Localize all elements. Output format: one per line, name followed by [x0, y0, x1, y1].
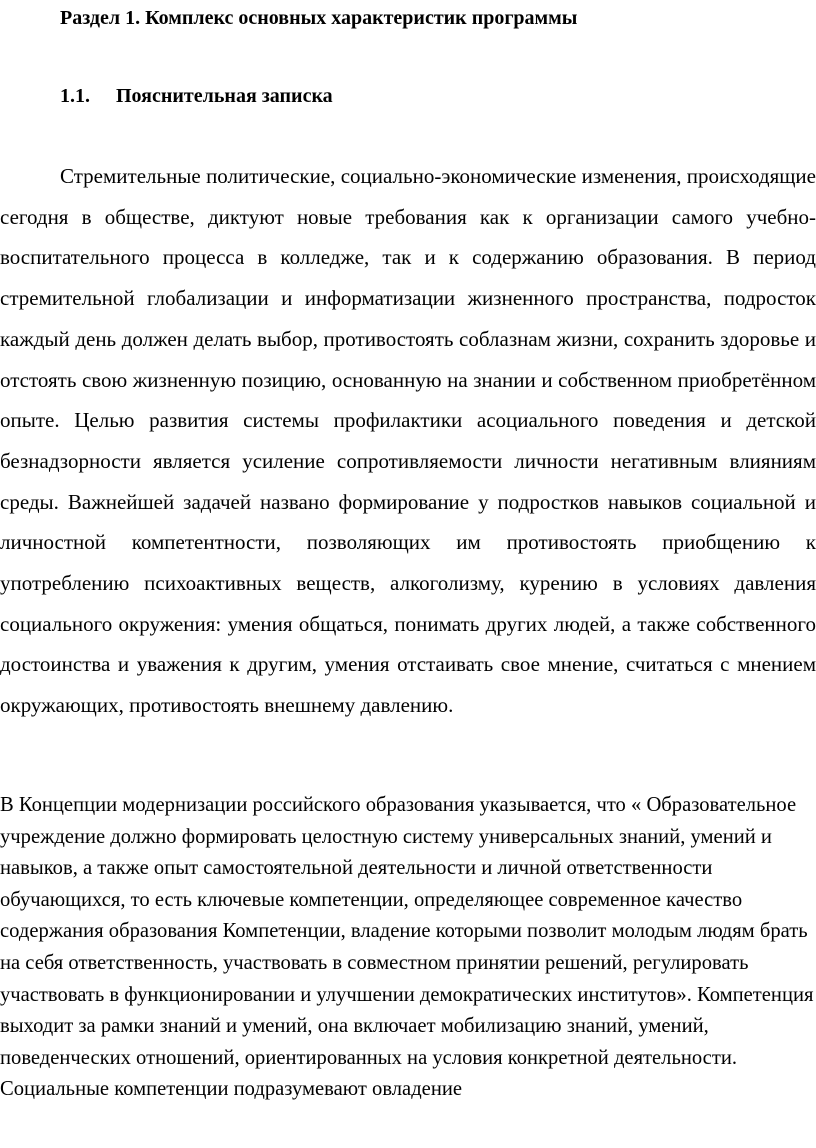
- paragraph-concept: В Концепции модернизации российского образования указывается, что « Образовательное учреждение должно формировать целостную систему универсальных знаний, умений и навыков, а также опыт самостоятельной деятельности и личной ответственности обучающихся, то есть ключевые компетенции, определяющее современное качество содержания образования Компетенции, владение которыми позволит молодым людям брать на себя ответственность, участвовать в совместном принятии решений, регулировать участвовать в функционировании и улучшении демократических институтов». Компетенция выходит за рамки знаний и умений, она включает мобилизацию знаний, умений, поведенческих отношений, ориентированных на условия конкретной деятельности. Социальные компетенции подразумевают овладение: [0, 794, 814, 1101]
- subsection-heading: [60, 82, 333, 110]
- subsection-title: Пояснительная записка: [116, 85, 333, 107]
- subsection-number: 1.1.: [60, 85, 90, 107]
- paragraph-introduction: Стремительные политические, социально-экономические изменения, происходящие сегодня в обществе, диктуют новые требования как к организации самого учебно-воспитательного процесса в колледже, так и к содержанию образования. В период стремительной глобализации и информатизации жизненного пространства, подросток каждый день должен делать выбор, противостоять соблазнам жизни, сохранить здоровье и отстоять свою жизненную позицию, основанную на знании и собственном приобретённом опыте. Целью развития системы профилактики асоциального поведения и детской безнадзорности является усиление сопротивляемости личности негативным влияниям среды. Важнейшей задачей названо формирование у подростков навыков социальной и личностной компетентности, позволяющих им противостоять приобщению к употреблению психоактивных веществ, алкоголизму, курению в условиях давления социального окружения: умения общаться, понимать других людей, а также собственного достоинства и уважения к другим, умения отстаивать свое мнение, считаться с мнением окружающих, противостоять внешнему давлению.: [0, 164, 816, 718]
- section-heading: Раздел 1. Комплекс основных характеристик программы: [60, 7, 578, 29]
